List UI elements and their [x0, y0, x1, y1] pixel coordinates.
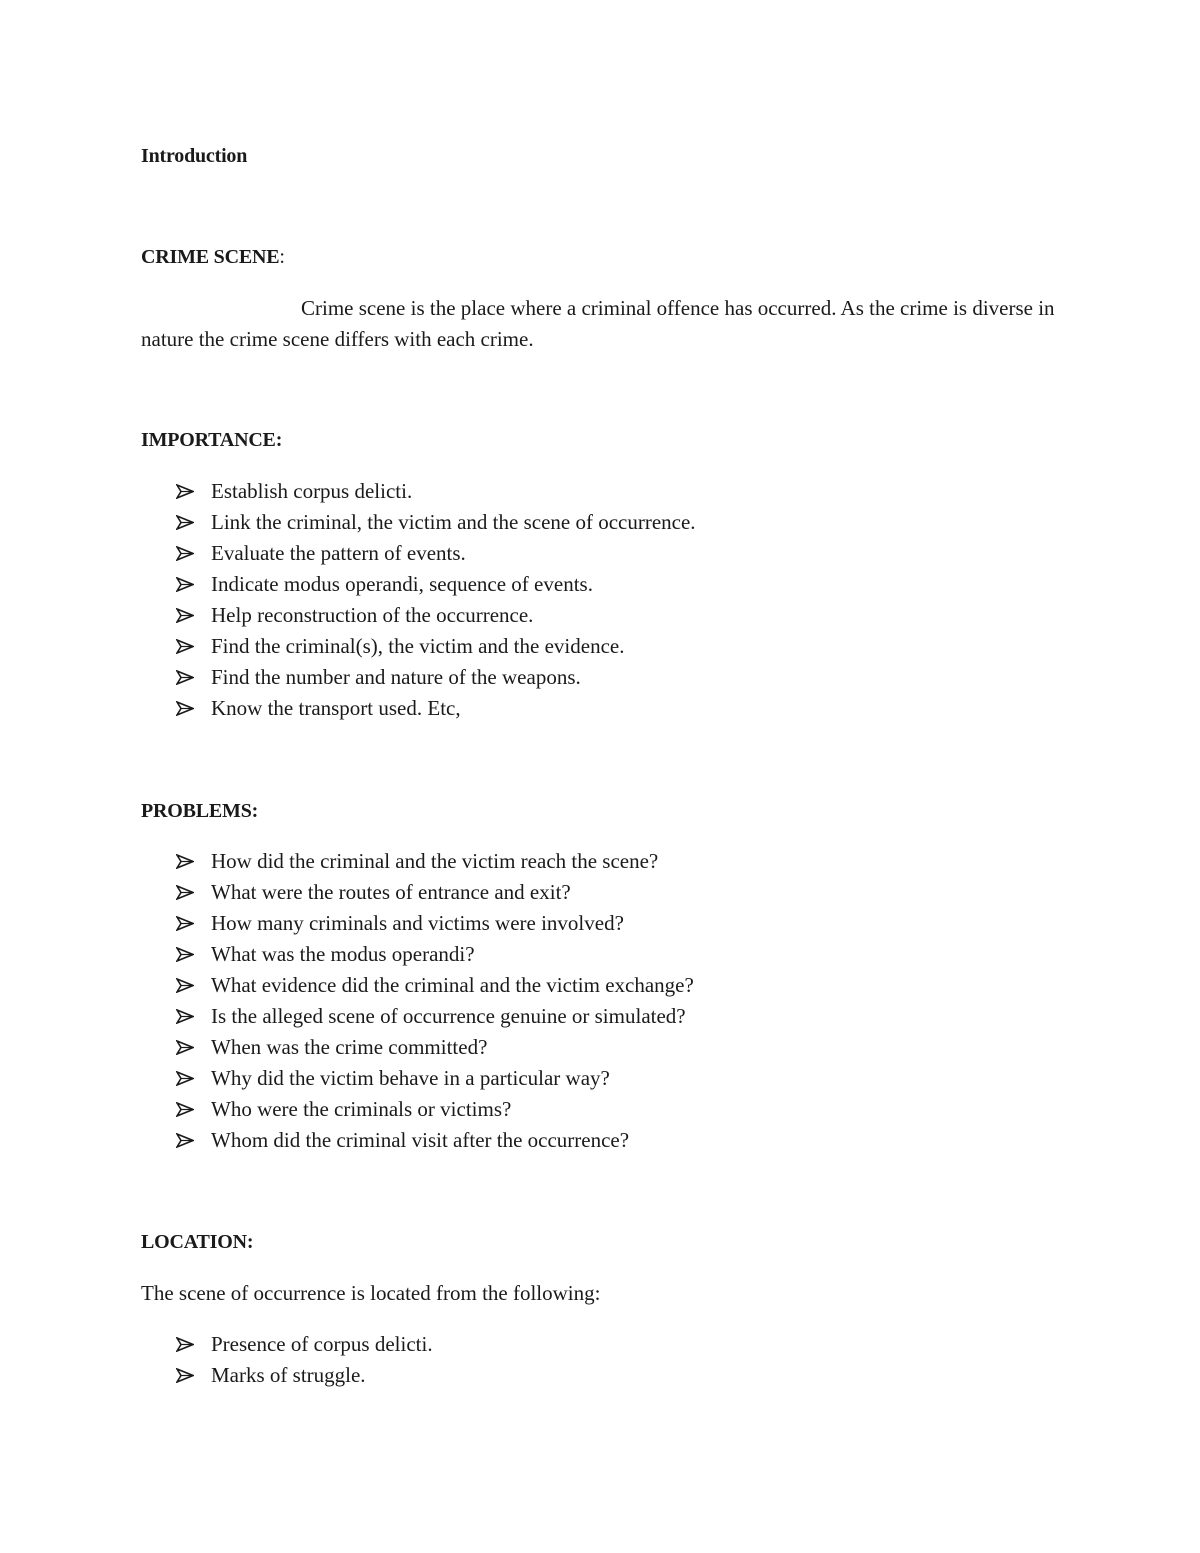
introduction-heading: Introduction	[141, 145, 248, 167]
location-intro: The scene of occurrence is located from the following:	[141, 1281, 601, 1305]
list-item	[176, 846, 694, 877]
list-item	[176, 970, 694, 1001]
arrow-bullet-icon	[176, 1133, 194, 1148]
list-item	[176, 939, 694, 970]
list-item-text: Presence of corpus delicti.	[211, 1332, 433, 1356]
list-item	[176, 538, 696, 569]
list-item	[176, 693, 696, 724]
crime-scene-heading-text: CRIME SCENE	[141, 246, 280, 268]
importance-list	[176, 476, 696, 724]
arrow-bullet-icon	[176, 854, 194, 869]
list-item-text: Know the transport used. Etc,	[211, 696, 461, 720]
arrow-bullet-icon	[176, 1009, 194, 1024]
list-item	[176, 662, 696, 693]
arrow-bullet-icon	[176, 639, 194, 654]
list-item-text: Evaluate the pattern of events.	[211, 541, 466, 565]
arrow-bullet-icon	[176, 515, 194, 530]
list-item-text: Who were the criminals or victims?	[211, 1097, 512, 1121]
list-item	[176, 877, 694, 908]
list-item-text: Find the number and nature of the weapons.	[211, 665, 581, 689]
list-item	[176, 1094, 694, 1125]
arrow-bullet-icon	[176, 608, 194, 623]
list-item-text: Indicate modus operandi, sequence of events.	[211, 572, 593, 596]
list-item	[176, 1001, 694, 1032]
list-item-text: Help reconstruction of the occurrence.	[211, 603, 534, 627]
list-item	[176, 1032, 694, 1063]
arrow-bullet-icon	[176, 546, 194, 561]
list-item-text: How many criminals and victims were involved?	[211, 911, 624, 935]
list-item-text: Is the alleged scene of occurrence genuine or simulated?	[211, 1004, 686, 1028]
list-item-text: What was the modus operandi?	[211, 942, 475, 966]
list-item	[176, 507, 696, 538]
list-item-text: What evidence did the criminal and the victim exchange?	[211, 973, 694, 997]
list-item-text: Marks of struggle.	[211, 1363, 366, 1387]
list-item-text: How did the criminal and the victim reach the scene?	[211, 849, 659, 873]
problems-list	[176, 846, 694, 1156]
crime-scene-heading-colon: :	[279, 246, 285, 268]
list-item	[176, 1329, 433, 1360]
arrow-bullet-icon	[176, 1071, 194, 1086]
arrow-bullet-icon	[176, 916, 194, 931]
arrow-bullet-icon	[176, 577, 194, 592]
arrow-bullet-icon	[176, 885, 194, 900]
list-item	[176, 1360, 433, 1391]
list-item-text: Whom did the criminal visit after the occurrence?	[211, 1128, 630, 1152]
list-item	[176, 476, 696, 507]
arrow-bullet-icon	[176, 947, 194, 962]
list-item-text: When was the crime committed?	[211, 1035, 488, 1059]
location-list	[176, 1329, 433, 1391]
importance-heading: IMPORTANCE:	[141, 429, 283, 451]
list-item-text: What were the routes of entrance and exit?	[211, 880, 571, 904]
arrow-bullet-icon	[176, 1040, 194, 1055]
arrow-bullet-icon	[176, 670, 194, 685]
crime-scene-paragraph: Crime scene is the place where a criminal offence has occurred. As the crime is diverse in nature the crime scene differs with each crime.	[141, 296, 1055, 351]
problems-heading: PROBLEMS:	[141, 800, 259, 822]
crime-scene-heading	[141, 242, 1071, 273]
list-item-text: Establish corpus delicti.	[211, 479, 413, 503]
arrow-bullet-icon	[176, 484, 194, 499]
list-item	[176, 631, 696, 662]
list-item	[176, 600, 696, 631]
arrow-bullet-icon	[176, 701, 194, 716]
list-item	[176, 569, 696, 600]
list-item-text: Why did the victim behave in a particular way?	[211, 1066, 610, 1090]
arrow-bullet-icon	[176, 1337, 194, 1352]
list-item	[176, 1125, 694, 1156]
arrow-bullet-icon	[176, 978, 194, 993]
list-item	[176, 908, 694, 939]
list-item-text: Link the criminal, the victim and the scene of occurrence.	[211, 510, 696, 534]
arrow-bullet-icon	[176, 1102, 194, 1117]
arrow-bullet-icon	[176, 1368, 194, 1383]
list-item-text: Find the criminal(s), the victim and the evidence.	[211, 634, 625, 658]
list-item	[176, 1063, 694, 1094]
location-heading: LOCATION:	[141, 1231, 254, 1253]
